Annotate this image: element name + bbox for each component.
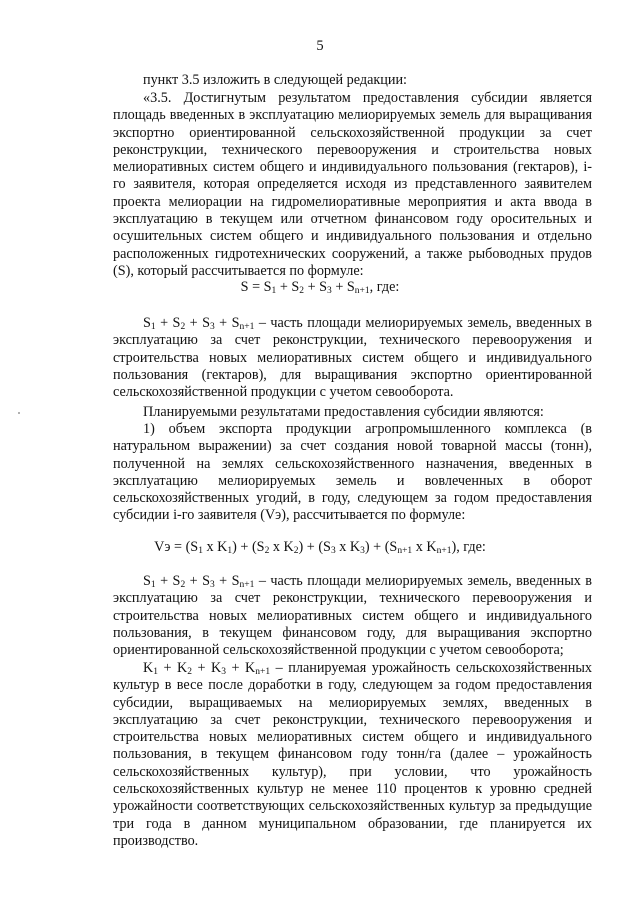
paragraph-export-volume: 1) объем экспорта продукции агропромышленного комплекса (в натуральном выражении) за счет создания новой товарной массы (тонн), полученной на землях сельскохозяйственного назначения, введенных в эксплуатацию мелиорируемых земель и вовлеченных в оборот сельскохозяйственных угодий, в году, следующем за годом предоставления субсидии i-го заявителя (Vэ), рассчитывается по формуле: — [113, 421, 592, 524]
definition-k: $K_1 + K_2 + K_3 + K_{n+1}$ – планируемая урожайность сельскохозяйственных культур в весе после доработки в году, следующем за годом предоставления субсидии, выращиваемых на мелиорируемых землях, введенных в эксплуатацию за счет реконструкции, технического перевооружения и строительства новых мелиоративных систем общего и индивидуального пользования, в текущем финансовом году тонн/га (далее – урожайность сельскохозяйственных культур), при условии, что урожайность сельскохозяйственных культур не менее 110 процентов к уровню средней урожайности соответствующих сельскохозяйственных культур за предыдущие три года в данном муниципальном образовании, где планируется их производство. — [113, 660, 592, 849]
formula-v: Vэ = ($S_1$ x $K_1) + (S_2$ x $K_2) + (S_3$ x $K_3) + (S_{n+1}$ x $K_{n+1}$), где: — [154, 539, 486, 556]
intro-line: пункт 3.5 изложить в следующей редакции: — [143, 72, 407, 88]
planned-results-heading: Планируемыми результатами предоставления субсидии являются: — [143, 404, 544, 420]
definition-s-1: $S_1 + S_2 + S_3 + S_{n+1}$ – часть площади мелиорируемых земель, введенных в эксплуатацию за счет реконструкции, технического перевооружения и строительства новых мелиоративных систем общего и индивидуального пользования (гектаров), для выращивания экспортно ориентированной сельскохозяйственной продукции с учетом севооборота. — [113, 315, 592, 401]
paragraph-3-5: «3.5. Достигнутым результатом предоставления субсидии является площадь введенных в эксплуатацию мелиорируемых земель для выращивания экспортно ориентированной сельскохозяйственной продукции за счет реконструкции, технического перевооружения и строительства новых мелиоративных систем общего и индивидуального пользования (гектаров), i-го заявителя, которая определяется исходя из представленного заявителем проекта мелиорации на гидромелиоративные мероприятия и акта ввода в эксплуатацию в текущем или отчетном финансовом году оросительных и осушительных систем общего и индивидуального пользования и отдельно расположенных гидротехнических сооружений, а также рыбоводных прудов (S), который рассчитывается по формуле: — [113, 90, 592, 279]
formula-s: $S = S_1 + S_2 + S_3 + S_{n+1}$, где: — [240, 279, 400, 296]
scan-speck — [18, 412, 20, 414]
definition-s-2: $S_1 + S_2 + S_3 + S_{n+1}$ – часть площади мелиорируемых земель, введенных в эксплуатацию за счет реконструкции, технического перевооружения и строительства новых мелиоративных систем общего и индивидуального пользования, в текущем финансовом году, для выращивания экспортно ориентированной сельскохозяйственной продукции с учетом севооборота; — [113, 573, 592, 659]
page-number: 5 — [316, 38, 324, 54]
